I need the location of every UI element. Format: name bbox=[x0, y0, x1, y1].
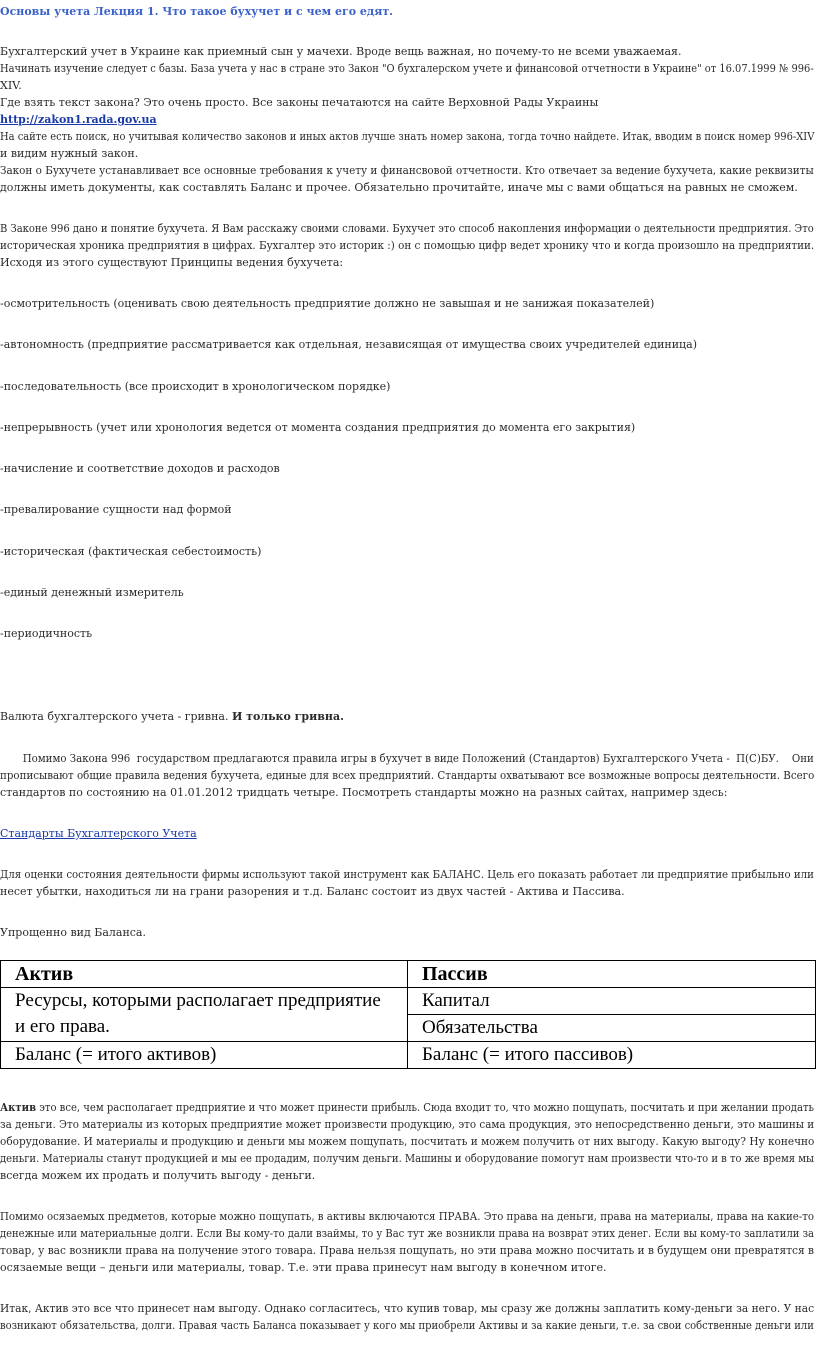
simplified-caption: Упрощенно вид Баланса. bbox=[0, 926, 146, 939]
principle-item: -превалирование сущности над формой bbox=[0, 503, 232, 516]
final-line-1: Итак, Актив это все что принесет нам выгоду. Однако согласитесь, что купив товар, мы сразу же должны заплатить кому-деньги за него. У нас bbox=[0, 1302, 815, 1315]
table-row bbox=[1, 1042, 816, 1069]
obligations-cell: Обязательства bbox=[408, 1015, 816, 1042]
aktiv-line-4: деньги. Материалы станут продукцией и мы ее продадим, получим деньги. Машины и оборудование помогут нам произвести что-то и в то же время мы bbox=[0, 1152, 815, 1165]
liabilities-header: Пассив bbox=[408, 961, 816, 988]
standards-line-3: стандартов по состоянию на 01.01.2012 тридцать четыре. Посмотреть стандарты можно на разных сайтах, например здесь: bbox=[0, 786, 728, 799]
standards-line-2: прописывают общие правила ведения бухучета, единые для всех предприятий. Стандарты охватывают все возможные вопросы деятельности. Всего bbox=[0, 769, 815, 782]
aktiv-term: Актив bbox=[0, 1101, 37, 1114]
currency-emphasis: И только гривна. bbox=[231, 710, 344, 723]
table-row bbox=[1, 961, 816, 988]
principle-item: -единый денежный измеритель bbox=[0, 586, 184, 599]
liabilities-total: Баланс (= итого пассивов) bbox=[408, 1042, 816, 1069]
rights-line-3: товар, у вас возникли права на получение этого товара. Права нельзя пощупать, но эти права можно посчитать и в будущем они превратятся в bbox=[0, 1244, 815, 1257]
aktiv-line-3: оборудование. И материалы и продукцию и деньги мы можем пощупать, посчитать и можем получить от них выгоду. Какую выгоду? Ну конечно bbox=[0, 1135, 815, 1148]
principle-item: -автономность (предприятие рассматривается как отдельная, независящая от имущества своих учредителей единица) bbox=[0, 338, 697, 351]
aktiv-line-2: за деньги. Это материалы из которых предприятие может произвести продукцию, это сама продукция, это непосредственно деньги, это машины и bbox=[0, 1118, 815, 1131]
aktiv-line-1 bbox=[0, 1099, 814, 1116]
intro-line-3: XIV. bbox=[0, 79, 22, 92]
aktiv-definition: это все, чем располагает предприятие и что может принести прибыль. Сюда входит то, что можно пощупать, посчитать и при желании продать bbox=[36, 1101, 814, 1114]
intro-line-2: Начинать изучение следует с базы. База учета у нас в стране это Закон "О бухгалерском учете и финансовой отчетности в Украине" от 16.07.1999 № 996- bbox=[0, 62, 814, 75]
final-line-2: возникают обязательства, долги. Правая часть Баланса показывает у кого мы приобрели Активы и за какие деньги, т.е. за свои собственные деньги или bbox=[0, 1319, 814, 1332]
law-req-line-2: должны иметь документы, как составлять Баланс и прочее. Обязательно прочитайте, иначе мы с вами общаться на равных не сможем. bbox=[0, 181, 798, 194]
principle-item: -непрерывность (учет или хронология ведется от момента создания предприятия до момента его закрытия) bbox=[0, 421, 636, 434]
principle-item: -историческая (фактическая себестоимость) bbox=[0, 545, 262, 558]
principle-item: -периодичность bbox=[0, 627, 93, 640]
search-line-1: На сайте есть поиск, но учитывая количество законов и иных актов лучше знать номер закона, тогда точно найдете. Итак, вводим в поиск номер 996-XIV bbox=[0, 130, 815, 143]
balance-intro-line-1: Для оценки состояния деятельности фирмы используют такой инструмент как БАЛАНС. Цель его показать работает ли предприятие прибыльно или bbox=[0, 868, 814, 881]
rights-line-4: осязаемые вещи – деньги или материалы, товар. Т.е. эти права принесут нам выгоду в конечном итоге. bbox=[0, 1261, 607, 1274]
rights-line-2: денежные или материальные долги. Если Вы кому-то дали взаймы, то у Вас тут же возникли права на возврат этих денег. Если вы кому-то заплатили за bbox=[0, 1227, 814, 1240]
currency-line bbox=[0, 708, 344, 725]
assets-description: Ресурсы, которыми располагает предприятие и его права. bbox=[1, 988, 408, 1042]
search-line-2: и видим нужный закон. bbox=[0, 147, 139, 160]
concept-line-3: Исходя из этого существуют Принципы ведения бухучета: bbox=[0, 256, 344, 269]
principle-item: -осмотрительность (оценивать свою деятельность предприятие должно не завышая и не занижая показателей) bbox=[0, 297, 655, 310]
rights-line-1: Помимо осязаемых предметов, которые можно пощупать, в активы включаются ПРАВА. Это права на деньги, права на материалы, права на какие-то bbox=[0, 1210, 814, 1223]
intro-line-1: Бухгалтерский учет в Украине как приемный сын у мачехи. Вроде вещь важная, но почему-то не всеми уважаемая. bbox=[0, 45, 682, 58]
intro-line-4: Где взять текст закона? Это очень просто. Все законы печатаются на сайте Верховной Рады Украины bbox=[0, 96, 599, 109]
law-site-link[interactable]: http://zakon1.rada.gov.ua bbox=[0, 113, 157, 126]
principle-item: -начисление и соответствие доходов и расходов bbox=[0, 462, 280, 475]
currency-text: Валюта бухгалтерского учета - гривна. bbox=[0, 710, 232, 723]
assets-total: Баланс (= итого активов) bbox=[1, 1042, 408, 1069]
concept-line-1: В Законе 996 дано и понятие бухучета. Я Вам расскажу своими словами. Бухучет это способ накопления информации о деятельности предприятия. Это bbox=[0, 222, 814, 235]
table-row bbox=[1, 988, 816, 1015]
standards-line-1: Помимо Закона 996 государством предлагаются правила игры в бухучет в виде Положений (Стандартов) Бухгалтерского Учета - П(С)БУ. Они bbox=[0, 752, 814, 765]
standards-link[interactable]: Стандарты Бухгалтерского Учета bbox=[0, 827, 197, 840]
capital-cell: Капитал bbox=[408, 988, 816, 1015]
concept-line-2: историческая хроника предприятия в цифрах. Бухгалтер это историк :) он с помощью цифр ведет хронику что и когда произошло на предприятии. bbox=[0, 239, 815, 252]
principle-item: -последовательность (все происходит в хронологическом порядке) bbox=[0, 380, 391, 393]
law-req-line-1: Закон о Бухучете устанавливает все основные требования к учету и финансвовой отчетности. Кто отвечает за ведение бухучета, какие реквизиты bbox=[0, 164, 814, 177]
assets-header: Актив bbox=[1, 961, 408, 988]
balance-intro-line-2: несет убытки, находиться ли на грани разорения и т.д. Баланс состоит из двух частей - Актива и Пассива. bbox=[0, 885, 625, 898]
page-title: Основы учета Лекция 1. Что такое бухучет и с чем его едят. bbox=[0, 5, 393, 18]
aktiv-line-5: всегда можем их продать и получить выгоду - деньги. bbox=[0, 1169, 316, 1182]
balance-table bbox=[0, 960, 816, 1069]
